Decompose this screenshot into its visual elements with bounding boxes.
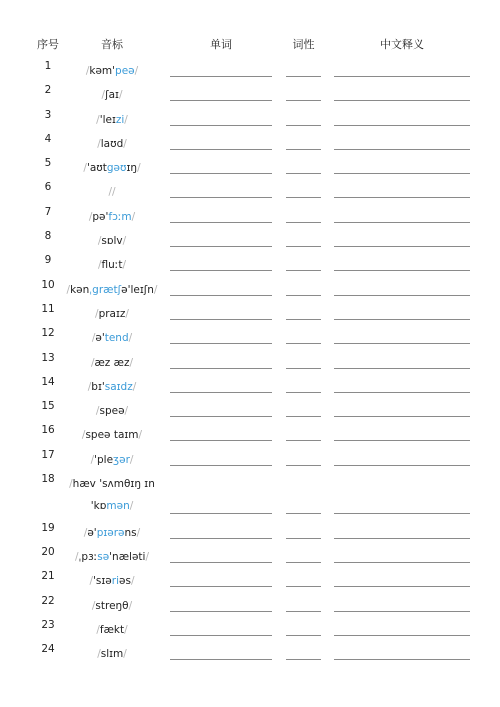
word-blank [170,343,272,344]
phonetic-text: ə' [95,332,105,345]
row-number: 23 [41,618,55,631]
slash-mark: / [90,453,95,466]
phonetic-text: kən [70,283,90,296]
table-row [0,447,500,471]
table-row [0,568,500,592]
phonetic-text: kəm' [89,65,116,77]
row-number: 6 [44,181,52,194]
phonetic-highlight: ri [111,575,119,588]
phonetic-text: 'ple [94,453,114,466]
pos-blank [286,246,321,247]
row-number: 17 [41,448,55,461]
word-blank [170,465,272,466]
phonetic-text: ʃaɪ [105,89,119,102]
slash-mark: / [145,550,149,563]
slash-mark: / [108,186,112,199]
pos-blank [286,440,321,441]
row-number: 15 [41,400,55,413]
meaning-blank [334,319,470,320]
pos-blank [286,100,321,101]
slash-mark: / [88,210,93,223]
pos-blank [286,538,321,539]
slash-mark: / [131,210,136,223]
table-row [0,204,500,228]
phonetic-cell [64,424,160,446]
phonetic-cell [64,84,160,106]
row-number: 12 [41,327,55,340]
word-blank [170,368,272,369]
slash-mark: / [123,137,127,150]
slash-mark: / [87,380,92,393]
slash-mark: / [89,575,94,588]
table-row [0,617,500,641]
slash-mark: / [124,113,128,126]
slash-mark: / [137,162,141,175]
slash-mark: / [153,283,158,296]
phonetic-cell [64,570,160,592]
phonetic-text: bɪ' [91,380,105,393]
word-blank [170,197,272,198]
header-pos: 词性 [292,38,315,51]
header-word: 单词 [210,38,232,51]
pos-blank [286,197,321,198]
phonetic-cell [64,473,160,517]
phonetic-text: 'leɪ [99,113,116,126]
row-number: 18 [41,473,55,486]
phonetic-cell [64,60,160,82]
phonetic-text: 'sɪə [93,575,112,588]
row-number: 24 [41,643,55,656]
phonetic-cell [64,303,160,325]
phonetic-cell [64,327,160,349]
phonetic-highlight: sə [97,550,110,563]
word-blank [170,513,272,514]
phonetic-cell [64,109,160,131]
table-row [0,301,500,325]
phonetic-highlight: saɪdz [104,380,133,393]
phonetic-highlight: zi [115,113,125,126]
word-blank [170,270,272,271]
phonetic-highlight: fɔːm [108,210,132,223]
slash-mark: / [97,259,102,272]
phonetic-cell [64,254,160,276]
phonetic-text: speə [99,405,125,418]
slash-mark: / [130,575,135,588]
table-row [0,641,500,665]
slash-mark: / [91,332,96,345]
phonetic-cell [64,643,160,665]
phonetic-text: slɪm [100,648,124,661]
table-row [0,471,500,520]
phonetic-cell [64,595,160,617]
pos-blank [286,465,321,466]
slash-mark: / [96,623,100,636]
pos-blank [286,586,321,587]
meaning-blank [334,416,470,417]
meaning-blank [334,76,470,77]
table-row [0,544,500,568]
phonetic-text: ə' [87,526,97,539]
phonetic-cell [64,352,160,374]
word-blank [170,222,272,223]
slash-mark: / [95,405,100,418]
slash-mark: / [81,429,86,442]
pos-blank [286,368,321,369]
phonetic-cell [64,522,160,544]
phonetic-highlight: gəʊ [106,162,127,175]
meaning-blank [334,197,470,198]
slash-mark: / [136,526,141,539]
phonetic-text: ˌpɜː [78,550,98,563]
phonetic-text: speə taɪm [85,429,139,442]
slash-mark: / [118,89,123,102]
word-blank [170,538,272,539]
meaning-blank [334,562,470,563]
slash-mark: / [122,259,127,272]
pos-blank [286,635,321,636]
pos-blank [286,295,321,296]
slash-mark: / [83,162,87,175]
slash-mark: / [96,113,100,126]
pos-blank [286,513,321,514]
pos-blank [286,149,321,150]
phonetic-highlight: ʒər [113,453,130,466]
slash-mark: / [97,137,101,150]
table-row [0,593,500,617]
slash-mark: / [66,283,71,296]
phonetic-cell [64,230,160,252]
table-row [0,422,500,446]
phonetic-highlight: mən [106,500,130,513]
phonetic-cell [64,157,160,179]
row-number: 5 [44,157,52,170]
slash-mark: / [124,405,129,418]
meaning-blank [334,270,470,271]
table-row [0,398,500,422]
meaning-blank [334,440,470,441]
pos-blank [286,611,321,612]
word-blank [170,100,272,101]
table-row [0,131,500,155]
slash-mark: / [128,599,133,612]
word-blank [170,149,272,150]
pos-blank [286,270,321,271]
meaning-blank [334,392,470,393]
slash-mark: / [95,307,99,320]
row-number: 14 [41,375,55,388]
slash-mark: / [85,65,90,77]
word-blank [170,659,272,660]
row-number: 3 [44,108,52,121]
slash-mark: / [90,356,95,369]
phonetic-cell [64,181,160,203]
meaning-blank [334,538,470,539]
meaning-blank [334,513,470,514]
header-num: 序号 [37,38,59,51]
slash-mark: / [128,332,133,345]
meaning-blank [334,173,470,174]
table-row [0,155,500,179]
phonetic-text: fækt [99,623,125,636]
table-row [0,374,500,398]
table-row [0,252,500,276]
table-row [0,107,500,131]
row-number: 8 [44,230,52,243]
pos-blank [286,416,321,417]
meaning-blank [334,100,470,101]
pos-blank [286,343,321,344]
row-number: 10 [41,278,55,291]
word-blank [170,440,272,441]
phonetic-text: ns [124,526,137,539]
row-number: 16 [41,424,55,437]
header-phonetic: 音标 [101,38,123,51]
table-header [0,36,500,52]
meaning-blank [334,586,470,587]
pos-blank [286,562,321,563]
slash-mark: / [83,526,88,539]
phonetic-cell [64,376,160,398]
row-number: 19 [41,521,55,534]
slash-mark: / [129,356,134,369]
row-number: 4 [44,132,52,145]
pos-blank [286,319,321,320]
slash-mark: / [97,648,101,661]
phonetic-cell [64,546,160,568]
meaning-blank [334,343,470,344]
row-number: 2 [44,84,52,97]
pos-blank [286,392,321,393]
word-blank [170,611,272,612]
phonetic-highlight: ˌgrætʃ [89,283,122,296]
word-blank [170,295,272,296]
word-blank [170,586,272,587]
phonetic-text: pə' [92,210,109,223]
slash-mark: / [129,453,134,466]
meaning-blank [334,246,470,247]
phonetic-text: 'næləti [109,550,146,563]
word-blank [170,246,272,247]
pos-blank [286,659,321,660]
phonetic-cell [64,133,160,155]
slash-mark: / [122,235,127,248]
meaning-blank [334,659,470,660]
phonetic-cell [64,206,160,228]
meaning-blank [334,635,470,636]
phonetic-cell [64,619,160,641]
row-number: 11 [41,302,55,315]
table-row [0,58,500,82]
slash-mark: / [129,500,134,513]
phonetic-highlight: peə [115,65,135,77]
slash-mark: / [112,186,116,199]
phonetic-text: laʊd [100,137,124,150]
meaning-blank [334,611,470,612]
table-row [0,277,500,301]
meaning-blank [334,149,470,150]
pos-blank [286,125,321,126]
slash-mark: / [124,623,128,636]
vocab-table [0,58,500,665]
word-blank [170,319,272,320]
meaning-blank [334,295,470,296]
table-row [0,179,500,203]
row-number: 1 [44,60,52,72]
slash-mark: / [69,478,73,491]
phonetic-text: fluːt [101,259,123,272]
slash-mark: / [101,89,106,102]
meaning-blank [334,465,470,466]
phonetic-cell [64,400,160,422]
phonetic-text: æz æz [94,356,130,369]
phonetic-text: hæv 'sʌmθɪŋ ɪn 'kɒ [72,478,155,513]
phonetic-text: əs [119,575,131,588]
slash-mark: / [97,235,102,248]
table-row [0,520,500,544]
pos-blank [286,222,321,223]
pos-blank [286,76,321,77]
slash-mark: / [75,550,79,563]
header-meaning: 中文释义 [380,38,424,51]
phonetic-text: streŋθ [95,599,129,612]
phonetic-highlight: pɪərə [96,526,125,539]
phonetic-cell [64,279,160,301]
row-number: 22 [41,594,55,607]
word-blank [170,562,272,563]
word-blank [170,125,272,126]
word-blank [170,416,272,417]
phonetic-cell [64,449,160,471]
meaning-blank [334,368,470,369]
pos-blank [286,173,321,174]
row-number: 9 [44,254,52,267]
slash-mark: / [91,599,96,612]
slash-mark: / [138,429,143,442]
table-row [0,350,500,374]
word-blank [170,76,272,77]
table-row [0,82,500,106]
slash-mark: / [134,65,139,77]
row-number: 7 [44,205,52,218]
row-number: 20 [41,545,55,558]
slash-mark: / [132,380,137,393]
row-number: 21 [41,570,55,583]
table-row [0,325,500,349]
table-row [0,228,500,252]
phonetic-text: ɪŋ [126,162,138,175]
phonetic-text: 'aʊt [86,162,107,175]
phonetic-text: praɪz [98,307,126,320]
phonetic-text: ə'leɪʃn [121,283,154,296]
word-blank [170,392,272,393]
slash-mark: / [123,648,127,661]
word-blank [170,173,272,174]
phonetic-text: sɒlv [101,235,123,248]
row-number: 13 [41,351,55,364]
meaning-blank [334,125,470,126]
meaning-blank [334,222,470,223]
word-blank [170,635,272,636]
phonetic-highlight: tend [104,332,129,345]
slash-mark: / [125,307,129,320]
